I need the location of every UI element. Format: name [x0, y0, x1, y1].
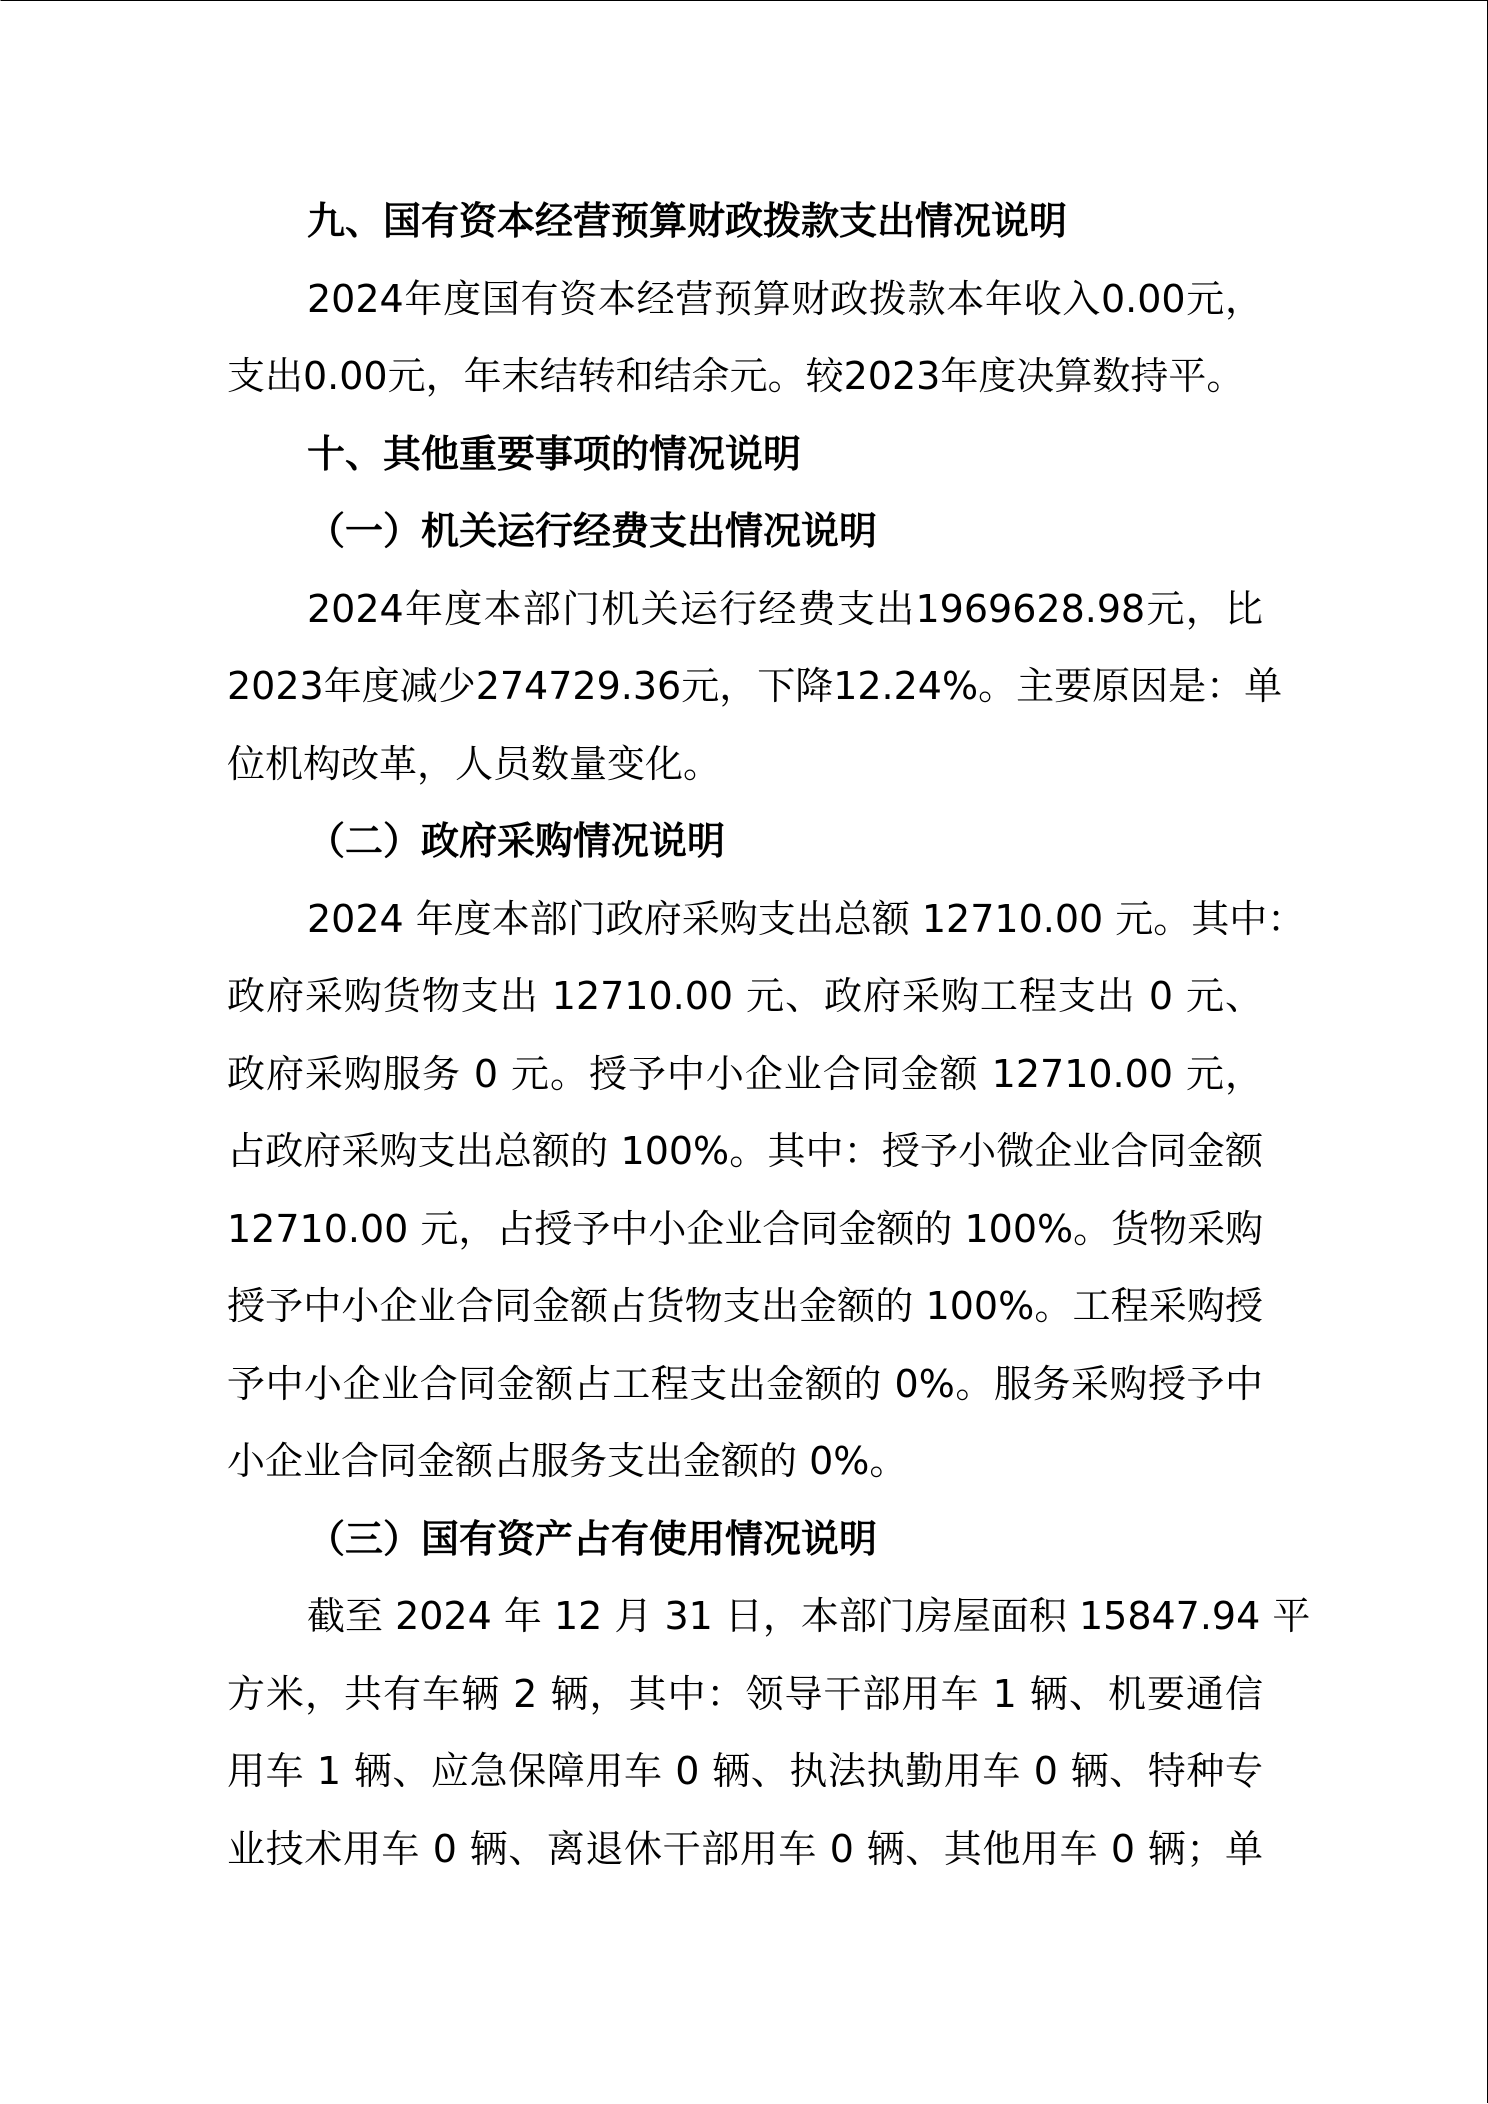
subsection-heading-2: （二）政府采购情况说明 — [307, 819, 726, 863]
paragraph-line: 业技术用车 0 辆、离退休干部用车 0 辆、其他用车 0 辆；单 — [227, 1826, 1263, 1871]
paragraph-line: 政府采购服务 0 元。授予中小企业合同金额 12710.00 元， — [227, 1051, 1263, 1096]
paragraph-line: 授予中小企业合同金额占货物支出金额的 100%。工程采购授 — [227, 1284, 1263, 1328]
paragraph-line: 予中小企业合同金额占工程支出金额的 0%。服务采购授予中 — [227, 1361, 1263, 1406]
paragraph-line: 小企业合同金额占服务支出金额的 0%。 — [227, 1439, 908, 1483]
paragraph-line: 支出0.00元，年末结转和结余元。较2023年度决算数持平。 — [227, 354, 1245, 398]
paragraph-line: 用车 1 辆、应急保障用车 0 辆、执法执勤用车 0 辆、特种专 — [227, 1749, 1263, 1793]
paragraph-line: 2024 年度本部门政府采购支出总额 12710.00 元。其中： — [307, 896, 1306, 941]
paragraph-line: 12710.00 元，占授予中小企业合同金额的 100%。货物采购 — [227, 1206, 1264, 1251]
paragraph-line: 2024年度本部门机关运行经费支出1969628.98元，比 — [307, 586, 1263, 631]
paragraph-line: 截至 2024 年 12 月 31 日，本部门房屋面积 15847.94 平 — [307, 1594, 1311, 1638]
subsection-heading-1: （一）机关运行经费支出情况说明 — [307, 509, 878, 553]
paragraph-line: 方米，共有车辆 2 辆，其中：领导干部用车 1 辆、机要通信 — [227, 1671, 1263, 1716]
paragraph-line: 位机构改革，人员数量变化。 — [227, 741, 722, 786]
paragraph-line: 占政府采购支出总额的 100%。其中：授予小微企业合同金额 — [227, 1129, 1263, 1173]
paragraph-line: 2024年度国有资本经营预算财政拨款本年收入0.00元， — [307, 276, 1263, 321]
paragraph-line: 2023年度减少274729.36元，下降12.24%。主要原因是：单 — [227, 664, 1283, 708]
section-heading-10: 十、其他重要事项的情况说明 — [307, 431, 802, 476]
section-heading-9: 九、国有资本经营预算财政拨款支出情况说明 — [307, 199, 1068, 243]
paragraph-line: 政府采购货物支出 12710.00 元、政府采购工程支出 0 元、 — [227, 974, 1263, 1018]
subsection-heading-3: （三）国有资产占有使用情况说明 — [307, 1516, 878, 1561]
document-body — [227, 183, 1311, 1888]
